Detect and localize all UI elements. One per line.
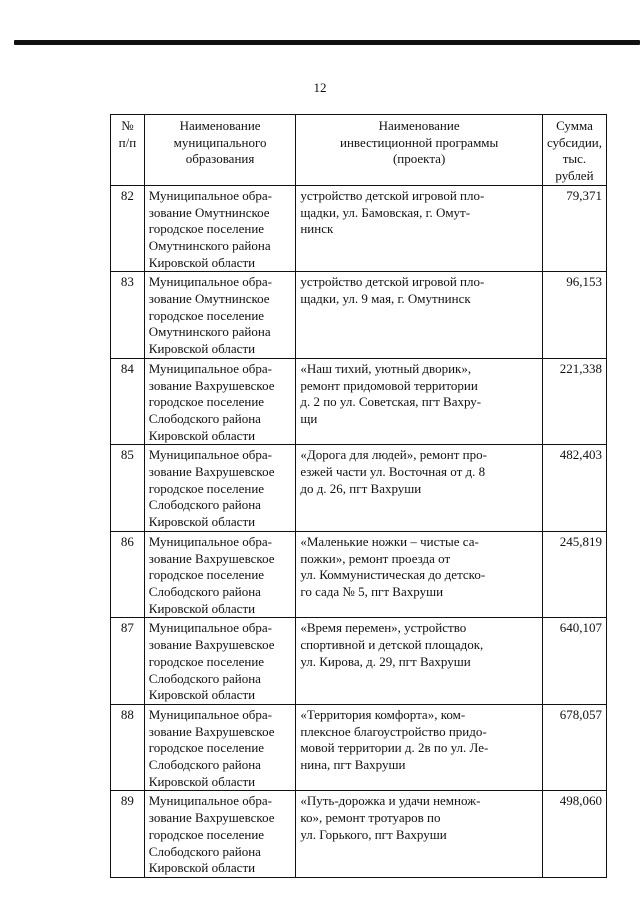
program-line: спортивной и детской площадок, [300, 637, 484, 653]
program-line: щадки, ул. Бамовская, г. Омут- [300, 204, 471, 220]
municipality-cell [144, 618, 296, 705]
municipality-line: Муниципальное обра- [148, 706, 272, 722]
municipality-line: зование Вахрушевское [148, 377, 275, 393]
program-line: нина, пгт Вахруши [300, 757, 406, 773]
program-line: «Маленькие ножки – чистые са- [300, 533, 479, 549]
program-cell [296, 445, 543, 532]
table-row [111, 445, 607, 532]
municipality-line: Муниципальное обра- [148, 187, 272, 203]
page-number: 12 [313, 80, 327, 95]
header-sum: Сумма субсидии, тыс. рублей [542, 115, 606, 186]
subsidy-sum: 640,107 [542, 618, 606, 705]
program-line: го сада № 5, пгт Вахруши [300, 583, 444, 599]
program-cell [296, 791, 543, 878]
table-header-row [111, 115, 607, 186]
municipality-line: Кировской области [148, 600, 256, 616]
table-row [111, 618, 607, 705]
program-cell [296, 272, 543, 359]
program-line: д. 2 по ул. Советская, пгт Вахру- [300, 394, 482, 410]
program-line: «Дорога для людей», ремонт про- [300, 447, 487, 463]
program-line: езжей части ул. Восточная от д. 8 [300, 464, 486, 480]
program-line: пожки», ремонт проезда от [300, 550, 451, 566]
municipality-line: Кировской области [148, 773, 256, 789]
program-line: нинск [300, 221, 334, 237]
program-line: устройство детской игровой пло- [300, 274, 485, 290]
program-cell [296, 704, 543, 791]
municipality-line: Кировской области [148, 254, 256, 270]
municipality-cell [144, 531, 296, 618]
program-line: щи [300, 410, 318, 426]
program-line: устройство детской игровой пло- [300, 187, 485, 203]
municipality-line: городское поселение [148, 307, 265, 323]
program-line: ул. Кирова, д. 29, пгт Вахруши [300, 653, 471, 669]
program-line: ул. Горького, пгт Вахруши [300, 826, 447, 842]
header-number: № п/п [111, 115, 145, 186]
subsidy-sum: 96,153 [542, 272, 606, 359]
subsidy-sum: 245,819 [542, 531, 606, 618]
municipality-line: городское поселение [148, 394, 265, 410]
municipality-line: городское поселение [148, 221, 265, 237]
municipality-line: зование Вахрушевское [148, 550, 275, 566]
municipality-line: Кировской области [148, 514, 256, 530]
municipality-line: городское поселение [148, 740, 265, 756]
row-number: 89 [111, 791, 145, 878]
municipality-line: Слободского района [148, 583, 261, 599]
municipality-line: Слободского района [148, 497, 261, 513]
program-line: «Территория комфорта», ком- [300, 706, 466, 722]
program-cell [296, 618, 543, 705]
header-program: Наименование инвестиционной программы (проекта) [296, 115, 543, 186]
municipality-line: Кировской области [148, 687, 256, 703]
municipality-line: зование Вахрушевское [148, 723, 275, 739]
municipality-line: Муниципальное обра- [148, 533, 272, 549]
municipality-line: городское поселение [148, 567, 265, 583]
program-line: «Путь-дорожка и удачи немнож- [300, 793, 481, 809]
municipality-line: Муниципальное обра- [148, 360, 272, 376]
program-line: мовой территории д. 2в по ул. Ле- [300, 740, 489, 756]
table-row [111, 531, 607, 618]
municipality-line: Слободского района [148, 670, 261, 686]
subsidy-table [110, 114, 607, 878]
municipality-line: зование Омутнинское [148, 204, 270, 220]
program-line: до д. 26, пгт Вахруши [300, 480, 422, 496]
program-cell [296, 358, 543, 445]
municipality-line: Кировской области [148, 427, 256, 443]
table-row [111, 704, 607, 791]
municipality-line: Омутнинского района [148, 324, 271, 340]
municipality-cell [144, 185, 296, 272]
municipality-cell [144, 445, 296, 532]
municipality-line: Слободского района [148, 757, 261, 773]
row-number: 88 [111, 704, 145, 791]
program-line: «Наш тихий, уютный дворик», [300, 360, 472, 376]
row-number: 82 [111, 185, 145, 272]
subsidy-sum: 79,371 [542, 185, 606, 272]
program-line: ко», ремонт тротуаров по [300, 810, 441, 826]
program-line: ул. Коммунистическая до детско- [300, 567, 486, 583]
program-line: плексное благоустройство придо- [300, 723, 487, 739]
row-number: 87 [111, 618, 145, 705]
municipality-cell [144, 272, 296, 359]
municipality-line: Муниципальное обра- [148, 620, 272, 636]
municipality-line: зование Вахрушевское [148, 810, 275, 826]
header-municipality: Наименование муниципального образования [144, 115, 296, 186]
municipality-line: Муниципальное обра- [148, 793, 272, 809]
row-number: 85 [111, 445, 145, 532]
municipality-line: Омутнинского района [148, 237, 271, 253]
row-number: 86 [111, 531, 145, 618]
municipality-line: городское поселение [148, 653, 265, 669]
municipality-line: Муниципальное обра- [148, 274, 272, 290]
municipality-line: Слободского района [148, 843, 261, 859]
program-cell [296, 185, 543, 272]
subsidy-sum: 498,060 [542, 791, 606, 878]
municipality-cell [144, 791, 296, 878]
municipality-line: Муниципальное обра- [148, 447, 272, 463]
municipality-line: городское поселение [148, 826, 265, 842]
row-number: 83 [111, 272, 145, 359]
municipality-line: зование Омутнинское [148, 291, 270, 307]
program-cell [296, 531, 543, 618]
municipality-line: зование Вахрушевское [148, 464, 275, 480]
municipality-line: городское поселение [148, 480, 265, 496]
subsidy-sum: 678,057 [542, 704, 606, 791]
municipality-line: Кировской области [148, 341, 256, 357]
table-row [111, 791, 607, 878]
program-line: «Время перемен», устройство [300, 620, 467, 636]
table-row [111, 185, 607, 272]
top-rule [14, 40, 640, 45]
municipality-line: Слободского района [148, 410, 261, 426]
table-row [111, 358, 607, 445]
program-line: ремонт придомовой территории [300, 377, 478, 393]
subsidy-sum: 482,403 [542, 445, 606, 532]
row-number: 84 [111, 358, 145, 445]
municipality-cell [144, 358, 296, 445]
table-body [111, 185, 607, 877]
program-line: щадки, ул. 9 мая, г. Омутнинск [300, 291, 471, 307]
municipality-line: Кировской области [148, 860, 256, 876]
subsidy-sum: 221,338 [542, 358, 606, 445]
municipality-cell [144, 704, 296, 791]
table-row [111, 272, 607, 359]
municipality-line: зование Вахрушевское [148, 637, 275, 653]
